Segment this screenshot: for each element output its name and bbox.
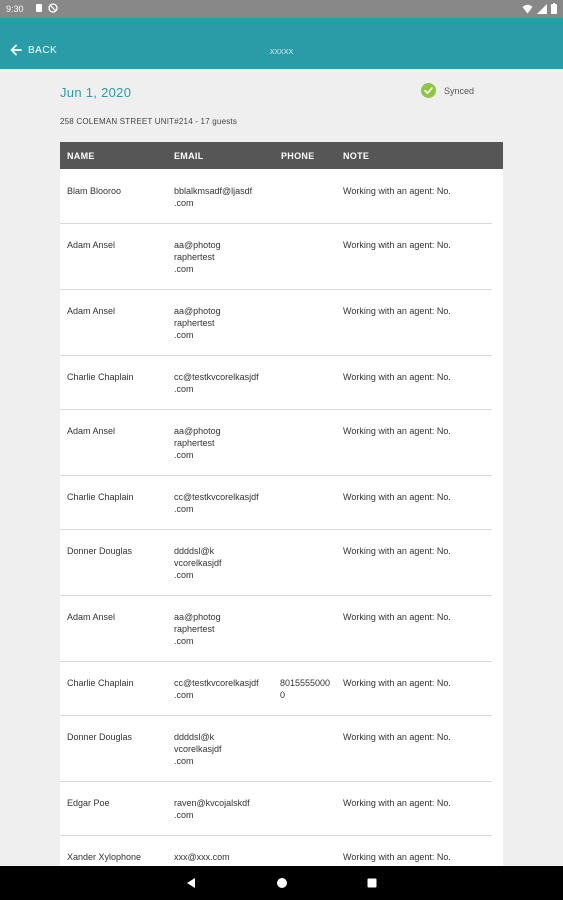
square-recents-icon[interactable]	[366, 877, 378, 889]
table-row[interactable]	[60, 529, 503, 595]
table-row[interactable]	[60, 169, 503, 223]
cell-note: Working with an agent: No.	[343, 306, 451, 316]
cell-note: Working with an agent: No.	[343, 798, 451, 808]
wifi-icon	[522, 4, 533, 14]
system-nav-bar	[0, 866, 563, 900]
table-row[interactable]	[60, 409, 503, 475]
cell-email: cc@testkvcorelkasjdf .com	[174, 678, 259, 700]
cell-email: cc@testkvcorelkasjdf .com	[174, 492, 259, 514]
table-row[interactable]	[60, 289, 503, 355]
cell-note: Working with an agent: No.	[343, 612, 451, 622]
table-row[interactable]	[60, 661, 503, 715]
cell-name: Adam Ansel	[67, 612, 116, 622]
event-date: Jun 1, 2020	[60, 85, 132, 100]
table-row[interactable]	[60, 223, 503, 289]
sim-icon	[34, 3, 44, 13]
cell-name: Blam Blooroo	[67, 186, 122, 196]
check-circle-icon	[421, 83, 436, 98]
col-header-name: NAME	[67, 151, 95, 161]
cell-note: Working with an agent: No.	[343, 186, 451, 196]
status-time: 9:30	[6, 4, 24, 14]
cell-note: Working with an agent: No.	[343, 852, 451, 862]
app-bar	[0, 18, 563, 69]
cell-note: Working with an agent: No.	[343, 546, 451, 556]
cell-email: aa@photog raphertest .com	[174, 426, 221, 460]
battery-icon	[551, 3, 557, 14]
col-header-note: NOTE	[343, 151, 370, 161]
address-line: 258 COLEMAN STREET UNIT#214 - 17 guests	[60, 117, 238, 126]
table-row[interactable]	[60, 835, 503, 866]
table-row[interactable]	[60, 715, 503, 781]
dnd-icon	[48, 3, 58, 13]
sync-label: Synced	[444, 85, 475, 96]
cell-name: Adam Ansel	[67, 306, 116, 316]
col-header-email: EMAIL	[174, 151, 204, 161]
cell-note: Working with an agent: No.	[343, 732, 451, 742]
col-header-phone: PHONE	[281, 151, 315, 161]
cell-note: Working with an agent: No.	[343, 240, 451, 250]
cell-name: Adam Ansel	[67, 240, 116, 250]
cell-email: raven@kvcojalskdf .com	[174, 798, 250, 820]
circle-home-icon[interactable]	[276, 877, 288, 889]
cell-email: bblalkmsadf@ljasdf .com	[174, 186, 253, 208]
status-bar	[0, 0, 563, 18]
signal-icon	[537, 4, 547, 14]
back-label: BACK	[28, 44, 58, 56]
cell-email: ddddsl@k vcorelkasjdf .com	[174, 546, 222, 580]
cell-name: Edgar Poe	[67, 798, 110, 808]
table-row[interactable]	[60, 781, 503, 835]
cell-email: aa@photog raphertest .com	[174, 306, 221, 340]
table-row[interactable]	[60, 475, 503, 529]
cell-name: Adam Ansel	[67, 426, 116, 436]
cell-note: Working with an agent: No.	[343, 426, 451, 436]
triangle-back-icon[interactable]	[185, 877, 197, 889]
cell-email: aa@photog raphertest .com	[174, 612, 221, 646]
cell-name: Donner Douglas	[67, 732, 133, 742]
cell-email: cc@testkvcorelkasjdf .com	[174, 372, 259, 394]
cell-email: xxx@xxx.com	[174, 852, 230, 862]
guest-table	[60, 142, 503, 866]
cell-name: Charlie Chaplain	[67, 678, 134, 688]
cell-email: ddddsl@k vcorelkasjdf .com	[174, 732, 222, 766]
cell-name: Xander Xylophone	[67, 852, 142, 862]
table-body	[60, 169, 503, 866]
cell-phone: 8015555000 0	[280, 678, 331, 700]
cell-name: Charlie Chaplain	[67, 372, 134, 382]
table-row[interactable]	[60, 355, 503, 409]
cell-note: Working with an agent: No.	[343, 678, 451, 688]
cell-name: Charlie Chaplain	[67, 492, 134, 502]
cell-name: Donner Douglas	[67, 546, 133, 556]
app-bar-title: XXXXX	[269, 49, 294, 56]
table-header	[60, 142, 503, 169]
sync-status	[421, 83, 474, 98]
table-row[interactable]	[60, 595, 503, 661]
cell-note: Working with an agent: No.	[343, 372, 451, 382]
cell-note: Working with an agent: No.	[343, 492, 451, 502]
page-content	[0, 69, 563, 866]
cell-email: aa@photog raphertest .com	[174, 240, 221, 274]
